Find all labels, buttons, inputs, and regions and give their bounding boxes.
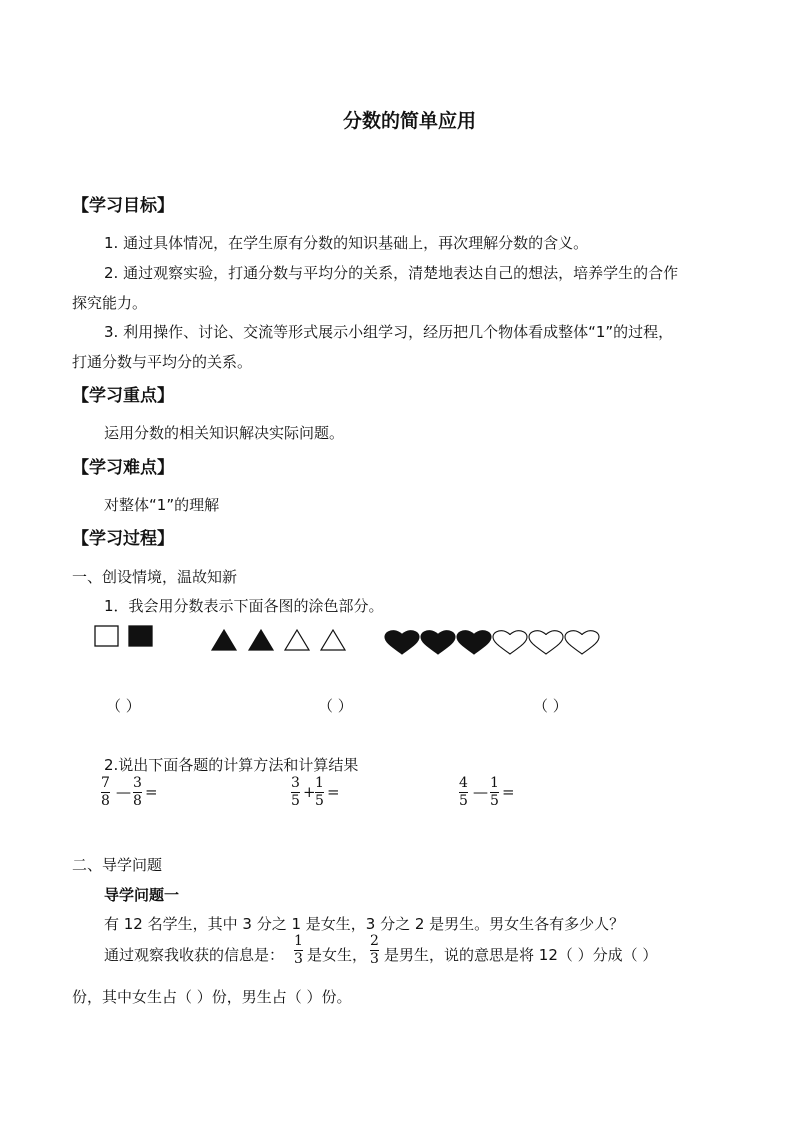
fraction-two-thirds: 2 3 [370,933,379,967]
triangles-group [212,630,345,650]
goal-item-1: 1. 通过具体情况，在学生原有分数的知识基础上，再次理解分数的含义。 [104,234,589,252]
difficulty-heading: 【学习难点】 [72,458,174,478]
triangle-filled [249,630,273,650]
square-empty [95,626,118,646]
question-1: 1．我会用分数表示下面各图的涂色部分。 [104,597,384,615]
goals-heading: 【学习目标】 [72,196,174,216]
squares-group [95,626,152,646]
fraction-one-third: 1 3 [294,933,303,967]
plus-sign: + [303,783,316,801]
info-boys: 是男生，说的意思是将 12（ ）分成（ ） [384,946,658,964]
triangle-filled [212,630,236,650]
difficulty-text: 对整体“1”的理解 [104,496,220,514]
answer-blank-1[interactable]: （ ） [106,697,141,715]
info-girls: 是女生， [307,946,368,964]
shapes-figure [0,620,793,680]
fraction: 1 5 [315,775,324,809]
heart-filled [421,631,455,654]
goal-item-3-cont: 打通分数与平均分的关系。 [72,353,253,371]
section2-title: 二、导学问题 [72,856,163,874]
fraction: 3 8 [133,775,142,809]
minus-sign: — [473,783,488,801]
equals-sign: = [327,783,340,801]
fraction: 1 5 [490,775,499,809]
key-text: 运用分数的相关知识解决实际问题。 [104,424,345,442]
triangle-empty [285,630,309,650]
heart-empty [565,631,599,654]
heart-empty [493,631,527,654]
square-filled [129,626,152,646]
page-title: 分数的简单应用 [343,110,477,132]
hearts-group [385,631,599,654]
info-line-end: 份，其中女生占（ ）份，男生占（ ）份。 [72,988,352,1006]
goal-item-2-cont: 探究能力。 [72,294,148,312]
problem-text: 有 12 名学生，其中 3 分之 1 是女生，3 分之 2 是男生。男女生各有多少人？ [104,915,625,933]
answer-blank-3[interactable]: （ ） [533,697,568,715]
question-2: 2.说出下面各题的计算方法和计算结果 [104,756,359,774]
process-heading: 【学习过程】 [72,529,174,549]
equals-sign: = [502,783,515,801]
goal-item-2: 2. 通过观察实验，打通分数与平均分的关系，清楚地表达自己的想法，培养学生的合作 [104,264,679,282]
heart-filled [385,631,419,654]
info-line-start: 通过观察我收获的信息是： [104,946,285,964]
fraction: 4 5 [459,775,468,809]
goal-item-3: 3. 利用操作、讨论、交流等形式展示小组学习，经历把几个物体看成整体“1”的过程， [104,323,674,341]
key-heading: 【学习重点】 [72,386,174,406]
minus-sign: — [116,783,131,801]
heart-empty [529,631,563,654]
fraction: 3 5 [291,775,300,809]
equals-sign: = [145,783,158,801]
fraction: 7 8 [101,775,110,809]
section1-title: 一、创设情境，温故知新 [72,568,238,586]
answer-blank-2[interactable]: （ ） [318,697,353,715]
triangle-empty [321,630,345,650]
heart-filled [457,631,491,654]
section2-sub: 导学问题一 [104,886,180,904]
